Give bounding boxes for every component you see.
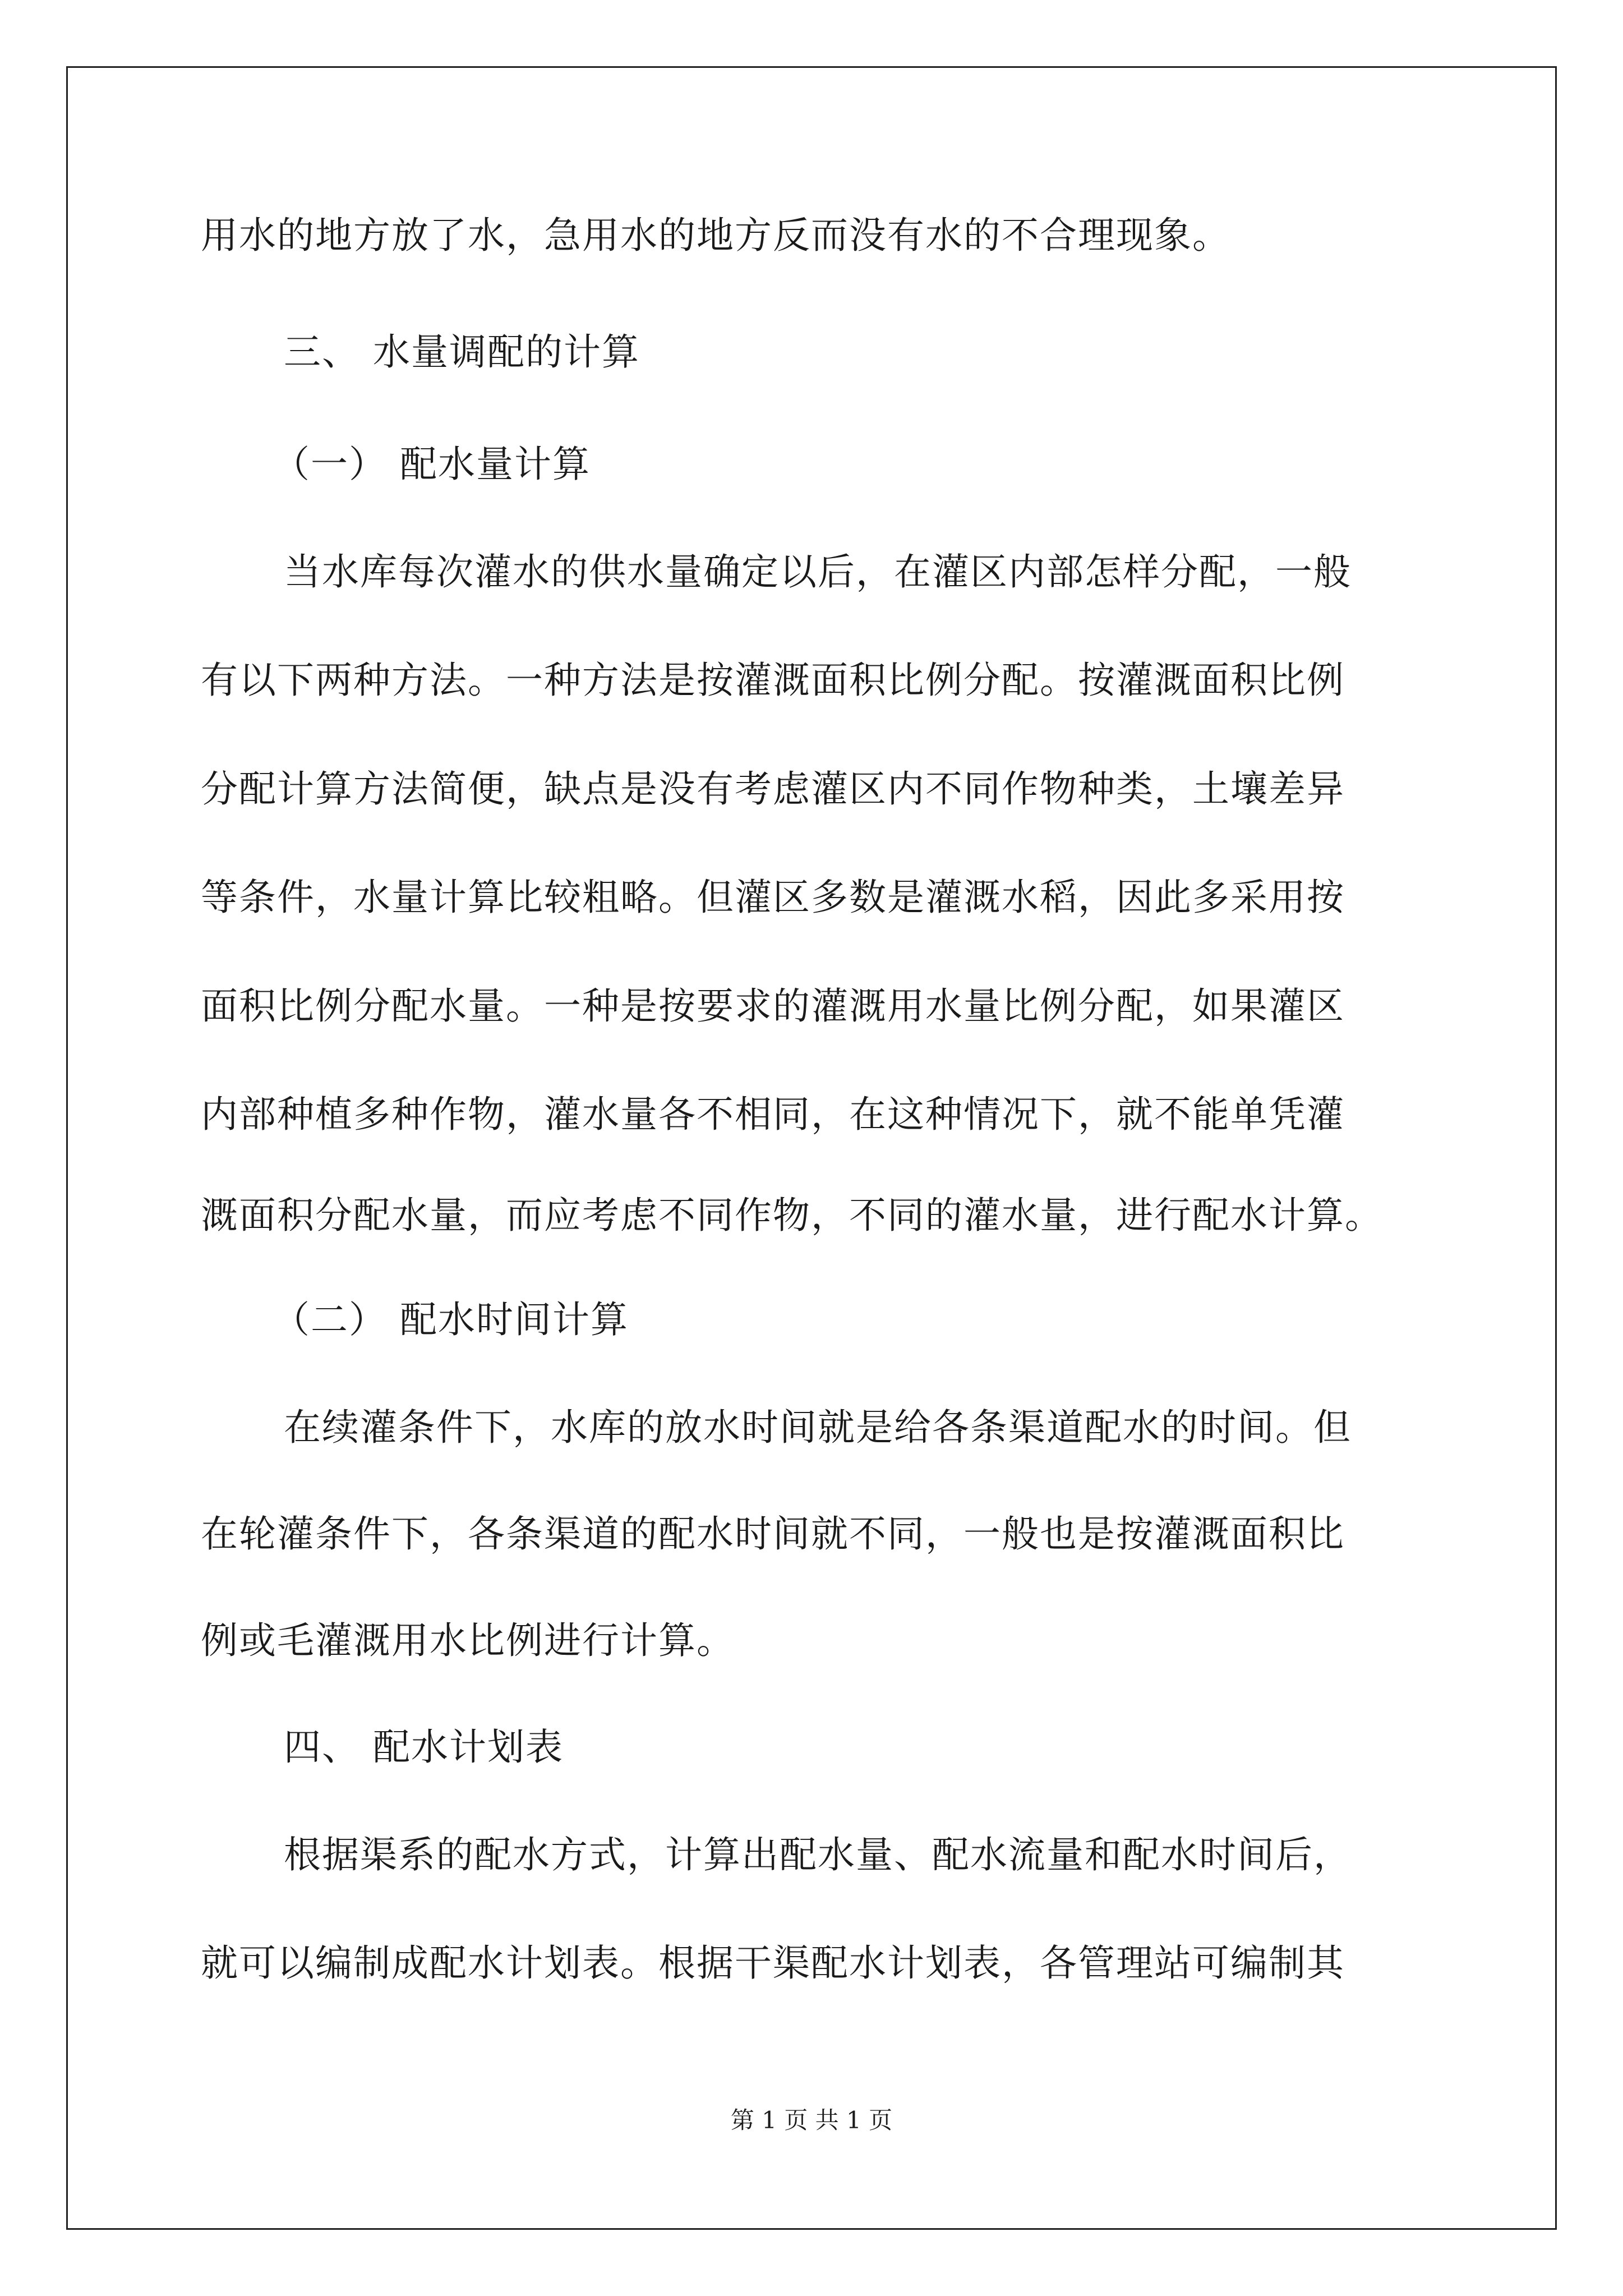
paragraph-line: 等条件，水量计算比较粗略。但灌区多数是灌溉水稻，因此多采用按 (201, 876, 1345, 919)
paragraph-line: 当水库每次灌水的供水量确定以后，在灌区内部怎样分配，一般 (284, 550, 1352, 593)
page-number-footer: 第 1 页 共 1 页 (730, 2106, 893, 2134)
paragraph-line: 在轮灌条件下，各条渠道的配水时间就不同，一般也是按灌溉面积比 (201, 1512, 1345, 1556)
subsection-heading-2: （二） 配水时间计算 (273, 1298, 629, 1341)
subsection-heading-1: （一） 配水量计算 (273, 443, 591, 486)
page-border (66, 66, 1557, 2230)
section-heading-4: 四、 配水计划表 (284, 1726, 564, 1769)
paragraph-continuation-line: 用水的地方放了水，急用水的地方反而没有水的不合理现象。 (201, 214, 1230, 257)
paragraph-line: 分配计算方法简便，缺点是没有考虑灌区内不同作物种类，土壤差异 (201, 767, 1345, 811)
paragraph-line: 根据渠系的配水方式，计算出配水量、配水流量和配水时间后， (284, 1833, 1352, 1876)
section-heading-3: 三、 水量调配的计算 (284, 330, 640, 374)
paragraph-line: 在续灌条件下，水库的放水时间就是给各条渠道配水的时间。但 (284, 1406, 1352, 1449)
paragraph-line: 溉面积分配水量，而应考虑不同作物，不同的灌水量，进行配水计算。 (201, 1194, 1383, 1237)
paragraph-line: 有以下两种方法。一种方法是按灌溉面积比例分配。按灌溉面积比例 (201, 659, 1345, 702)
paragraph-line: 就可以编制成配水计划表。根据干渠配水计划表，各管理站可编制其 (201, 1941, 1345, 1985)
paragraph-line: 内部种植多种作物，灌水量各不相同，在这种情况下，就不能单凭灌 (201, 1093, 1345, 1136)
paragraph-line: 例或毛灌溉用水比例进行计算。 (201, 1619, 735, 1662)
paragraph-line: 面积比例分配水量。一种是按要求的灌溉用水量比例分配，如果灌区 (201, 984, 1345, 1028)
